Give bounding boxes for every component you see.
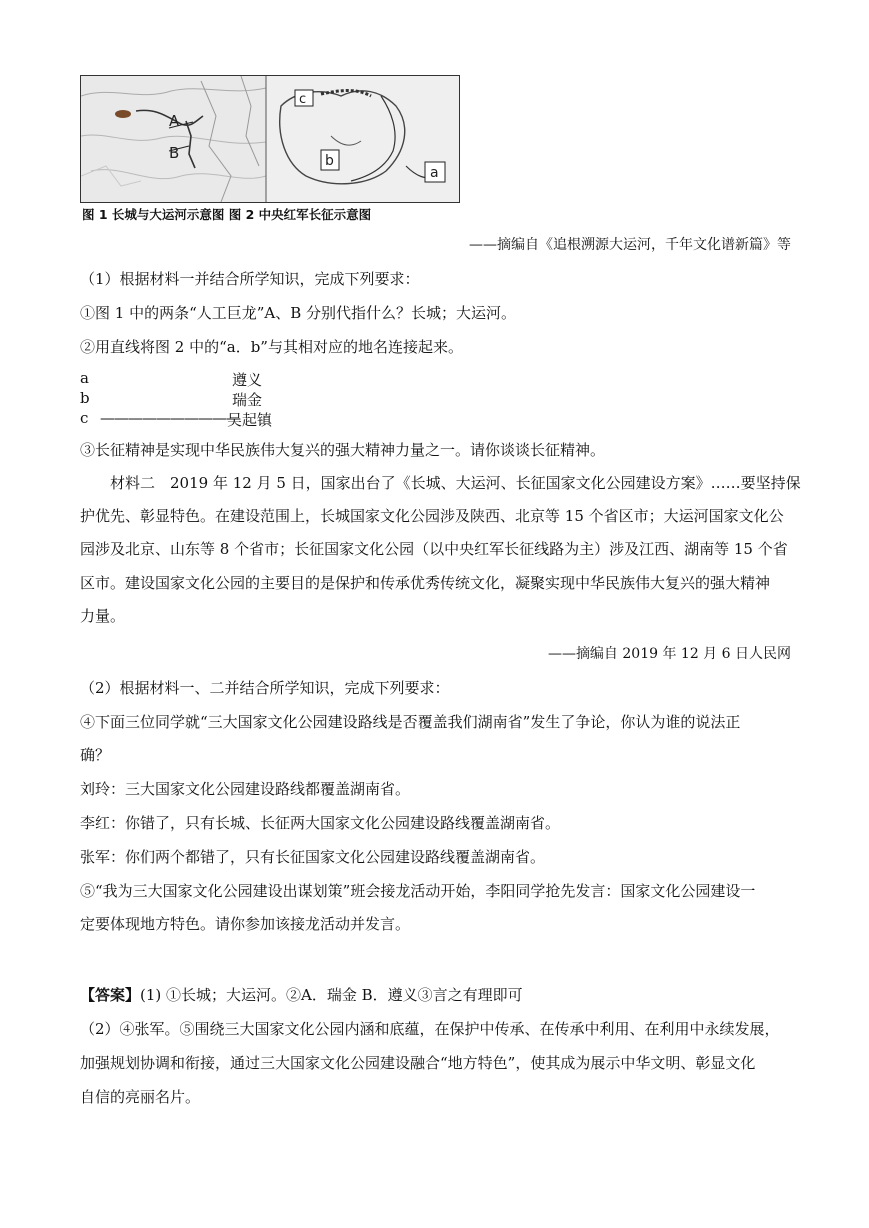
answer-line-4: 自信的亮丽名片。 [80, 1088, 201, 1106]
material-two-line-3: 园涉及北京、山东等 8 个省市；长征国家文化公园（以中央红军长征线路为主）涉及江西、湖南等 15 个省 [80, 540, 788, 558]
material-two-line-5: 力量。 [80, 607, 126, 625]
answer-line-1-text: (1) ①长城；大运河。②A．瑞金 B．遵义③言之有理即可 [140, 986, 523, 1004]
material-two-line-1: 材料二 2019 年 12 月 5 日，国家出台了《长城、大运河、长征国家文化公园建设方案》……要坚持保 [110, 474, 801, 492]
map2-label-b: b [325, 153, 334, 169]
match-right-wuqizhen: 吴起镇 [227, 411, 273, 429]
answer-line-3: 加强规划协调和衔接，通过三大国家文化公园建设融合“地方特色”，使其成为展示中华文明、彰显文化 [80, 1054, 756, 1072]
figure-caption: 图 1 长城与大运河示意图 图 2 中央红军长征示意图 [82, 207, 372, 222]
source-citation-2: ——摘编自 2019 年 12 月 6 日人民网 [547, 646, 791, 662]
answer-line-2: （2）④张军。⑤围绕三大国家文化公园内涵和底蕴，在保护中传承、在传承中利用、在利用中永续发展， [80, 1020, 780, 1038]
match-right-ruijin: 瑞金 [232, 391, 263, 409]
student-liu-ling: 刘玲：三大国家文化公园建设路线都覆盖湖南省。 [80, 780, 411, 798]
match-left-b: b [80, 389, 90, 407]
match-left-a: a [80, 369, 89, 387]
match-right-zunyi: 遵义 [232, 371, 263, 389]
figure-maps [80, 75, 460, 203]
question-1-item-3: ③长征精神是实现中华民族伟大复兴的强大精神力量之一。请你谈谈长征精神。 [80, 441, 606, 459]
question-2-intro: （2）根据材料一、二并结合所学知识，完成下列要求： [80, 679, 450, 697]
match-line: —————————— [100, 409, 240, 427]
question-2-item-4-line-1: ④下面三位同学就“三大国家文化公园建设路线是否覆盖我们湖南省”发生了争论，你认为谁的说法正 [80, 713, 741, 731]
question-1-intro: （1）根据材料一并结合所学知识，完成下列要求： [80, 270, 420, 288]
student-li-hong: 李红：你错了，只有长城、长征两大国家文化公园建设路线覆盖湖南省。 [80, 814, 561, 832]
match-left-c: c [80, 409, 89, 427]
question-1-item-1: ①图 1 中的两条“人工巨龙”A、B 分别代指什么？长城；大运河。 [80, 304, 517, 322]
question-2-item-5-line-1: ⑤“我为三大国家文化公园建设出谋划策”班会接龙活动开始，李阳同学抢先发言：国家文化公园建设一 [80, 882, 756, 900]
map1-label-a: A [169, 112, 180, 130]
map1-label-b: B [169, 144, 180, 162]
map2-label-a: a [430, 165, 439, 181]
question-2-item-4-line-2: 确？ [80, 746, 111, 764]
answer-line-1 [80, 984, 523, 1005]
question-2-item-5-line-2: 定要体现地方特色。请你参加该接龙活动并发言。 [80, 915, 411, 933]
maps-illustration [81, 76, 459, 202]
material-two-line-4: 区市。建设国家文化公园的主要目的是保护和传承优秀传统文化，凝聚实现中华民族伟大复兴的强大精神 [80, 574, 771, 592]
answer-tag: 【答案】 [80, 986, 141, 1004]
source-citation-1: ——摘编自《追根溯源大运河，千年文化谱新篇》等 [469, 237, 791, 253]
map-1-great-wall-grand-canal [81, 76, 266, 202]
question-1-item-2: ②用直线将图 2 中的“a．b”与其相对应的地名连接起来。 [80, 338, 463, 356]
map2-label-c: c [299, 92, 307, 107]
student-zhang-jun: 张军：你们两个都错了，只有长征国家文化公园建设路线覆盖湖南省。 [80, 848, 546, 866]
material-two-line-2: 护优先、彰显特色。在建设范围上，长城国家文化公园涉及陕西、北京等 15 个省区市；大运河国家文化公 [80, 507, 784, 525]
map-2-long-march [267, 76, 459, 202]
